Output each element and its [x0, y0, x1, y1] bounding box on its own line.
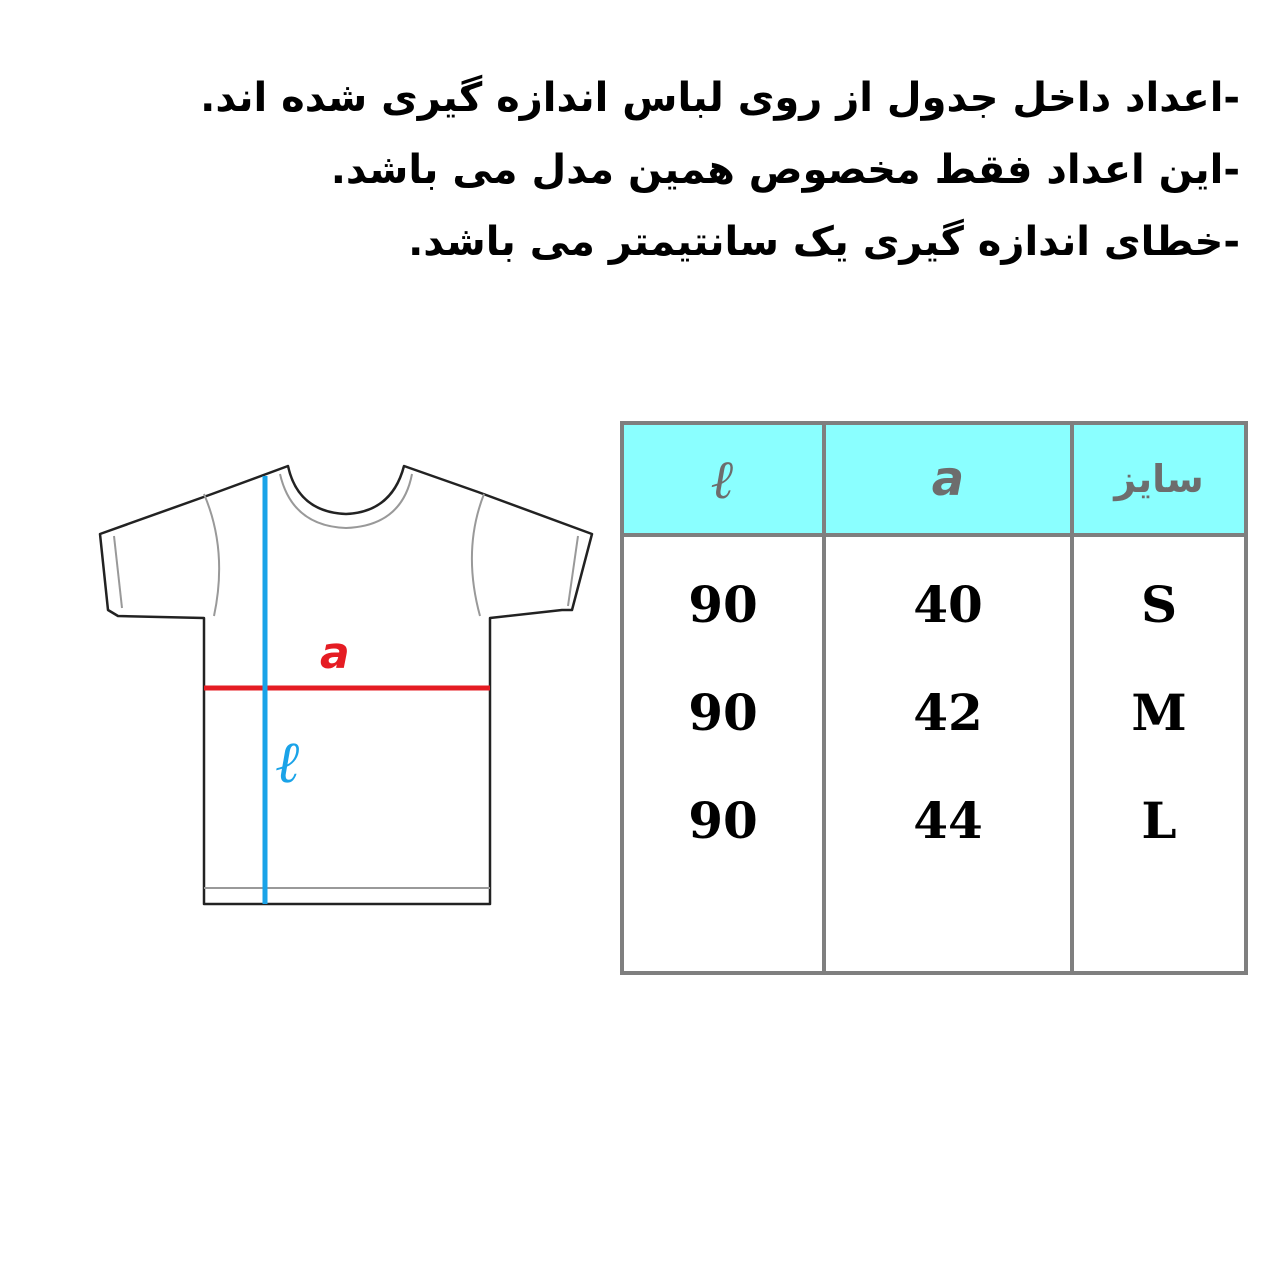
length-value-l: 90 — [688, 791, 758, 850]
table-header-row — [622, 423, 1246, 535]
length-value-s: 90 — [688, 575, 758, 634]
tshirt-body-outline — [100, 466, 592, 904]
header-length: ℓ — [622, 423, 824, 535]
width-column — [824, 535, 1072, 973]
size-column — [1072, 535, 1246, 973]
size-table — [620, 421, 1248, 975]
length-label: ℓ — [276, 728, 301, 796]
tshirt-outline — [92, 460, 602, 920]
width-value-s: 40 — [913, 575, 983, 634]
length-column — [622, 535, 824, 973]
header-width: a — [824, 423, 1072, 535]
width-value-l: 44 — [913, 791, 983, 850]
tshirt-seams — [114, 474, 578, 888]
table-body-row — [622, 535, 1246, 973]
measurement-notes — [200, 62, 1240, 278]
tshirt-diagram — [92, 460, 602, 920]
length-value-m: 90 — [688, 683, 758, 742]
note-line-1: -اعداد داخل جدول از روی لباس اندازه گیری شده اند. — [200, 75, 1240, 121]
size-value-s: S — [1140, 575, 1178, 634]
note-line-2: -این اعداد فقط مخصوص همین مدل می باشد. — [330, 147, 1240, 193]
width-value-m: 42 — [913, 683, 983, 742]
size-value-l: L — [1141, 791, 1177, 850]
note-line-3: -خطای اندازه گیری یک سانتیمتر می باشد. — [408, 219, 1240, 265]
width-label: a — [320, 628, 350, 679]
header-size: سایز — [1072, 423, 1246, 535]
size-value-m: M — [1131, 683, 1187, 742]
